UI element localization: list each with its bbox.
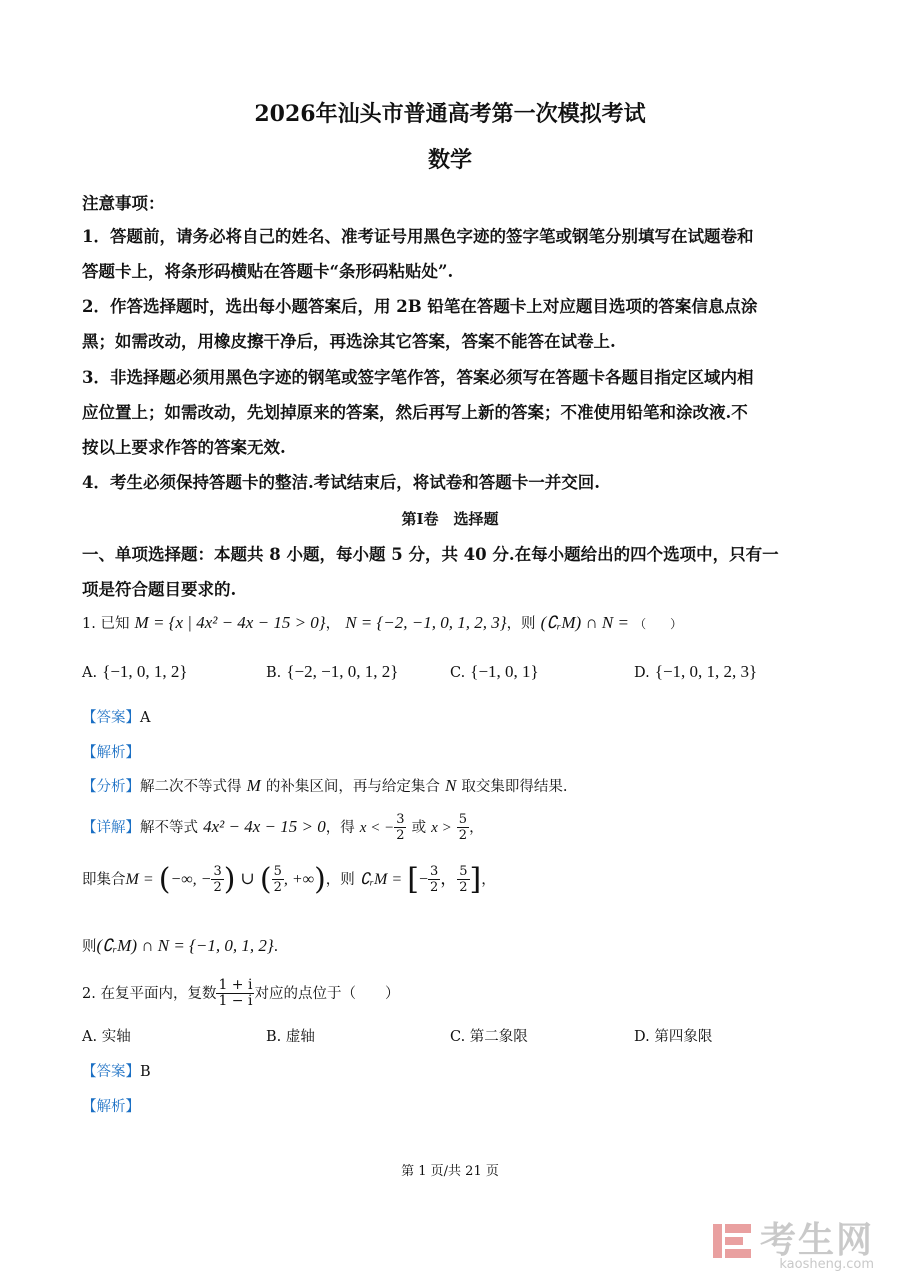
q2-suffix: 对应的点位于（ ）: [254, 986, 400, 1002]
q1-line3-text: 则: [82, 939, 97, 955]
section-intro-line-2: 项是符合题目要求的.: [82, 580, 237, 599]
section-intro-line-1: 一、单项选择题：本题共 8 小题，每小题 5 分，共 40 分.在每小题给出的四个选项中，只有一: [82, 545, 779, 564]
q2-option-d: [634, 1025, 712, 1046]
q1-detail-tag: 【详解】: [82, 820, 140, 836]
q1-comma-2: ，: [481, 872, 496, 888]
q2-option-c-label: C.: [450, 1029, 466, 1045]
q1-option-b-value: {−2, −1, 0, 1, 2}: [286, 662, 399, 681]
q1-fenxi-n: N: [444, 776, 457, 795]
note-3-line-1: 3．非选择题必须用黑色字迹的钢笔或签字笔作答，答案必须写在答题卡各题目指定区域内相: [82, 368, 754, 387]
q1-fenxi-text-3: 取交集即得结果.: [461, 779, 568, 795]
q1-answer: [82, 706, 150, 727]
note-4-line-1: 4．考生必须保持答题卡的整洁.考试结束后，将试卷和答题卡一并交回.: [82, 473, 600, 492]
q1-prefix: 1. 已知: [82, 616, 130, 632]
q1-detail-text-a: 解不等式: [140, 820, 198, 836]
q1-fenxi-text-1: 解二次不等式得: [140, 779, 242, 795]
q2-denominator: 1 − i: [218, 993, 253, 1009]
q1-frac-3-2-c: $\frac{3}{2}$: [429, 864, 439, 895]
q2-option-c-value: 第二象限: [469, 1029, 528, 1045]
q1-then: ，则: [506, 616, 536, 632]
q1-option-a-value: {−1, 0, 1, 2}: [102, 662, 188, 681]
q2-option-b-label: B.: [266, 1029, 282, 1045]
q1-answer-value: A: [140, 710, 151, 726]
q1-fenxi: [82, 775, 568, 796]
watermark-brand: 考生网: [759, 1220, 874, 1261]
q1-option-c-value: {−1, 0, 1}: [470, 662, 539, 681]
notes-heading: 注意事项：: [82, 194, 165, 213]
q1-paren-close-2: ): [314, 862, 326, 897]
q2-option-b: [266, 1025, 315, 1046]
q2-option-d-value: 第四象限: [654, 1029, 713, 1045]
q1-expr: (∁ᵣM) ∩ N =: [540, 613, 629, 632]
q2-fraction: [216, 978, 254, 1009]
q1-union: ∪: [240, 869, 255, 888]
page-footer: 第 1 页/共 21 页: [401, 1164, 499, 1179]
q2-option-a-value: 实轴: [101, 1029, 131, 1045]
q1-paren-open-1: (: [158, 862, 171, 897]
q1-complement-eq: ∁ᵣM =: [359, 871, 403, 888]
q1-fenxi-m: M: [246, 776, 261, 795]
q1-interval-1: −∞, −: [170, 871, 212, 888]
q1-period: .: [273, 939, 279, 955]
q1-or: 或: [411, 820, 427, 836]
q2-option-a: [82, 1025, 131, 1046]
note-2-line-2: 黑；如需改动，用橡皮擦干净后，再选涂其它答案，答案不能答在试卷上.: [82, 332, 616, 351]
q1-m-eq: M =: [125, 871, 154, 888]
q1-option-c: [450, 662, 539, 682]
question-2-stem: [82, 978, 399, 1009]
section-title: 第Ⅰ卷 选择题: [401, 510, 499, 528]
q2-prefix: 2. 在复平面内，复数: [82, 986, 217, 1002]
q1-answer-tag: 【答案】: [82, 710, 140, 726]
q2-answer: [82, 1060, 151, 1081]
note-3-line-2: 应位置上；如需改动，先划掉原来的答案，然后再写上新的答案；不准使用铅笔和涂改液.不: [82, 403, 748, 422]
q1-blank: （ ）: [634, 617, 683, 631]
q1-frac-5-2-b: $\frac{5}{2}$: [273, 864, 282, 895]
watermark-logo: [711, 1212, 874, 1272]
q1-option-d-label: D.: [634, 665, 650, 681]
q2-numerator: 1 + i: [218, 977, 253, 993]
q1-closed-comma: ，: [440, 869, 458, 888]
q1-option-a-label: A.: [82, 665, 98, 681]
q2-option-a-label: A.: [82, 1029, 98, 1045]
watermark-icon: [711, 1220, 755, 1264]
q1-detail-line-3: [82, 935, 278, 956]
q1-detail-text-b: ，得: [325, 820, 355, 836]
q1-line2-text-a: 即集合: [82, 872, 126, 888]
q2-answer-value: B: [140, 1064, 151, 1080]
q2-analysis-tag: 【解析】: [82, 1099, 140, 1115]
q1-inequality: 4x² − 4x − 15 > 0: [203, 817, 326, 836]
q1-option-a: [82, 662, 188, 682]
q2-answer-tag: 【答案】: [82, 1064, 140, 1080]
subject-title: 数学: [427, 147, 472, 173]
q1-option-b: [266, 662, 398, 682]
q1-frac-5-2: $\frac{5}{2}$: [458, 812, 468, 843]
q1-option-c-label: C.: [450, 665, 466, 681]
q2-option-b-value: 虚轴: [285, 1029, 315, 1045]
q1-fenxi-tag: 【分析】: [82, 779, 140, 795]
q1-analysis-tag: 【解析】: [82, 745, 140, 761]
q2-option-d-label: D.: [634, 1029, 650, 1045]
q1-closed-minus: −: [418, 871, 428, 888]
note-2-line-1: 2．作答选择题时，选出每小题答案后，用 2B 铅笔在答题卡上对应题目选项的答案信息点涂: [82, 297, 758, 316]
q2-option-c: [450, 1025, 528, 1046]
q1-paren-open-2: (: [259, 862, 272, 897]
note-1-line-2: 答题卡上，将条形码横贴在答题卡“条形码粘贴处”.: [82, 262, 454, 281]
q1-set-m: M = {x | 4x² − 4x − 15 > 0}: [134, 613, 326, 632]
note-1-line-1: 1．答题前，请务必将自己的姓名、准考证号用黑色字迹的签字笔或钢笔分别填写在试题卷和: [82, 227, 754, 246]
q1-frac-5-2-c: $\frac{5}{2}$: [459, 864, 468, 895]
q1-paren-close-1: ): [223, 862, 236, 897]
q1-frac-3-2: $\frac{3}{2}$: [396, 812, 405, 843]
question-1-stem: [82, 612, 682, 633]
q1-option-d-value: {−1, 0, 1, 2, 3}: [654, 662, 758, 681]
q1-line2-text-b: ，则: [325, 872, 355, 888]
q1-bracket-close: ]: [469, 862, 482, 897]
q1-bracket-open: [: [407, 862, 419, 897]
note-3-line-3: 按以上要求作答的答案无效.: [82, 438, 286, 457]
q1-x-lt: x < −: [359, 820, 395, 836]
q1-set-n: N = {−2, −1, 0, 1, 2, 3}: [345, 613, 507, 632]
q1-detail-line-2: [82, 862, 496, 897]
q1-x-gt: x >: [431, 820, 452, 836]
watermark-site: kaosheng.com: [779, 1257, 874, 1272]
q1-option-b-label: B.: [266, 665, 282, 681]
q1-result: (∁ᵣM) ∩ N = {−1, 0, 1, 2}: [96, 936, 274, 955]
q1-fenxi-text-2: 的补集区间，再与给定集合: [265, 779, 440, 795]
exam-title: 2026年汕头市普通高考第一次模拟考试: [254, 101, 646, 127]
q1-sep: ，: [325, 616, 341, 632]
q1-detail-line-1: [82, 812, 484, 843]
q1-frac-3-2-b: $\frac{3}{2}$: [213, 864, 222, 895]
q1-interval-2: , +∞: [283, 871, 315, 888]
q1-comma: ，: [469, 820, 484, 836]
q1-option-d: [634, 662, 757, 682]
